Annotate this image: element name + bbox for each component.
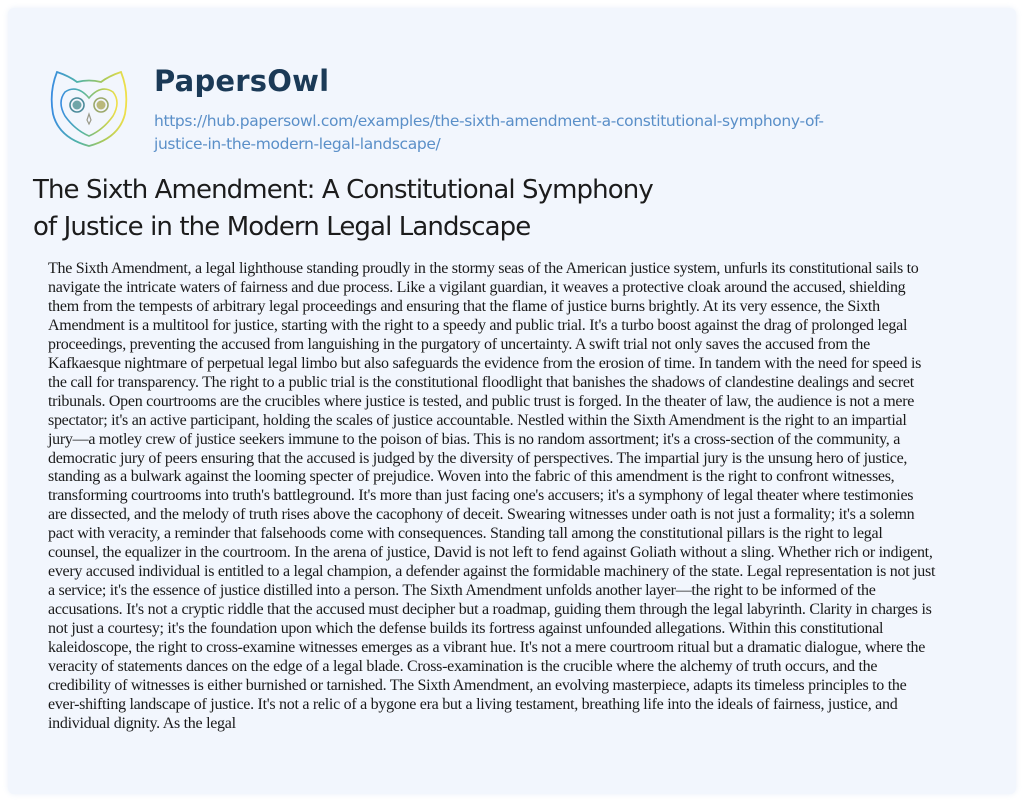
body-line: jury—a motley crew of justice seekers immune to the poison of bias. This is no random assortment; it's a cross-section of the community, a	[48, 430, 901, 448]
body-line: transforming courtrooms into truth's battleground. It's more than just facing one's accusers; it's a symphony of legal theater where testimonies	[48, 487, 914, 505]
body-line: standing as a bulwark against the looming specter of prejudice. Woven into the fabric of this amendment is the right to confront witnesses,	[48, 468, 895, 486]
body-line: spectator; it's an active participant, holding the scales of justice accountable. Nestled within the Sixth Amendment is the right to an impartial	[48, 411, 907, 429]
brand-name[interactable]: PapersOwl	[154, 64, 330, 98]
body-line: are dissected, and the melody of truth rises above the cacophony of deceit. Swearing witnesses under oath is not just a formality; it's a solemn	[48, 506, 915, 524]
body-line: every accused individual is entitled to a legal champion, a defender against the formidable machinery of the state. Legal representation is not just	[48, 563, 936, 581]
body-line: credibility of witnesses is either burnished or tarnished. The Sixth Amendment, an evolving masterpiece, adapts its timeless principles to the	[48, 676, 907, 694]
body-line: democratic jury of peers ensuring that the accused is judged by the diversity of perspectives. The impartial jury is the unsung hero of justice,	[48, 449, 908, 467]
body-line: accusations. It's not a cryptic riddle that the accused must decipher but a roadmap, guiding them through the legal labyrinth. Clarity in charges is	[48, 601, 932, 619]
body-line: individual dignity. As the legal	[48, 714, 236, 732]
essay-body	[48, 260, 1008, 734]
brand-header	[47, 62, 824, 154]
body-line: counsel, the equalizer in the courtroom. In the arena of justice, David is not left to fend against Goliath without a sling. Whether rich or indigent,	[48, 544, 933, 562]
page-title	[33, 172, 653, 246]
source-url-line[interactable]: https://hub.papersowl.com/examples/the-sixth-amendment-a-constitutional-symphony-of-	[154, 112, 824, 130]
body-line: navigate the intricate waters of fairness and due process. Like a vigilant guardian, it weaves a protective cloak around the accused, shielding	[48, 278, 906, 296]
title-line: of Justice in the Modern Legal Landscape	[33, 212, 531, 242]
body-line: them from the tempests of arbitrary legal proceedings and ensuring that the flame of justice burns brightly. At its very essence, the Sixth	[48, 297, 880, 315]
body-line: the call for transparency. The right to a public trial is the constitutional floodlight that banishes the shadows of clandestine dealings and secret	[48, 373, 914, 391]
body-line: proceedings, preventing the accused from languishing in the purgatory of uncertainty. A swift trial not only saves the accused from the	[48, 335, 870, 353]
body-line: tribunals. Open courtrooms are the crucibles where justice is tested, and public trust is forged. In the theater of law, the audience is not a mere	[48, 392, 915, 410]
body-line: Amendment is a multitool for justice, starting with the right to a speedy and public trial. It's a turbo boost against the drag of prolonged legal	[48, 316, 908, 334]
body-line: The Sixth Amendment, a legal lighthouse standing proudly in the stormy seas of the American justice system, unfurls its constitutional sails to	[48, 260, 919, 277]
title-line: The Sixth Amendment: A Constitutional Symphony	[33, 175, 653, 205]
source-url-line[interactable]: justice-in-the-modern-legal-landscape/	[154, 135, 441, 153]
body-line: not just a courtesy; it's the foundation upon which the defense builds its fortress against unfounded allegations. Within this constitutional	[48, 620, 884, 638]
body-line: ever-shifting landscape of justice. It's not a relic of a bygone era but a living testament, breathing life into the ideals of fairness, justice, and	[48, 695, 898, 713]
body-line: pact with veracity, a reminder that falsehoods come with consequences. Standing tall among the constitutional pillars is the right to legal	[48, 525, 883, 543]
body-line: Kafkaesque nightmare of perpetual legal limbo but also safeguards the evidence from the erosion of time. In tandem with the need for speed is	[48, 354, 922, 372]
body-line: veracity of statements dances on the edge of a legal blade. Cross-examination is the crucible where the alchemy of truth occurs, and the	[48, 658, 878, 676]
owl-logo-icon[interactable]	[47, 62, 131, 152]
body-line: kaleidoscope, the right to cross-examine witnesses emerges as a vibrant hue. It's not a mere courtroom ritual but a dramatic dialogue, where the	[48, 639, 926, 657]
body-line: a service; it's the essence of justice distilled into a person. The Sixth Amendment unfolds another layer—the right to be informed of the	[48, 582, 876, 600]
source-url-link[interactable]	[154, 110, 954, 156]
brand-block	[154, 62, 954, 156]
